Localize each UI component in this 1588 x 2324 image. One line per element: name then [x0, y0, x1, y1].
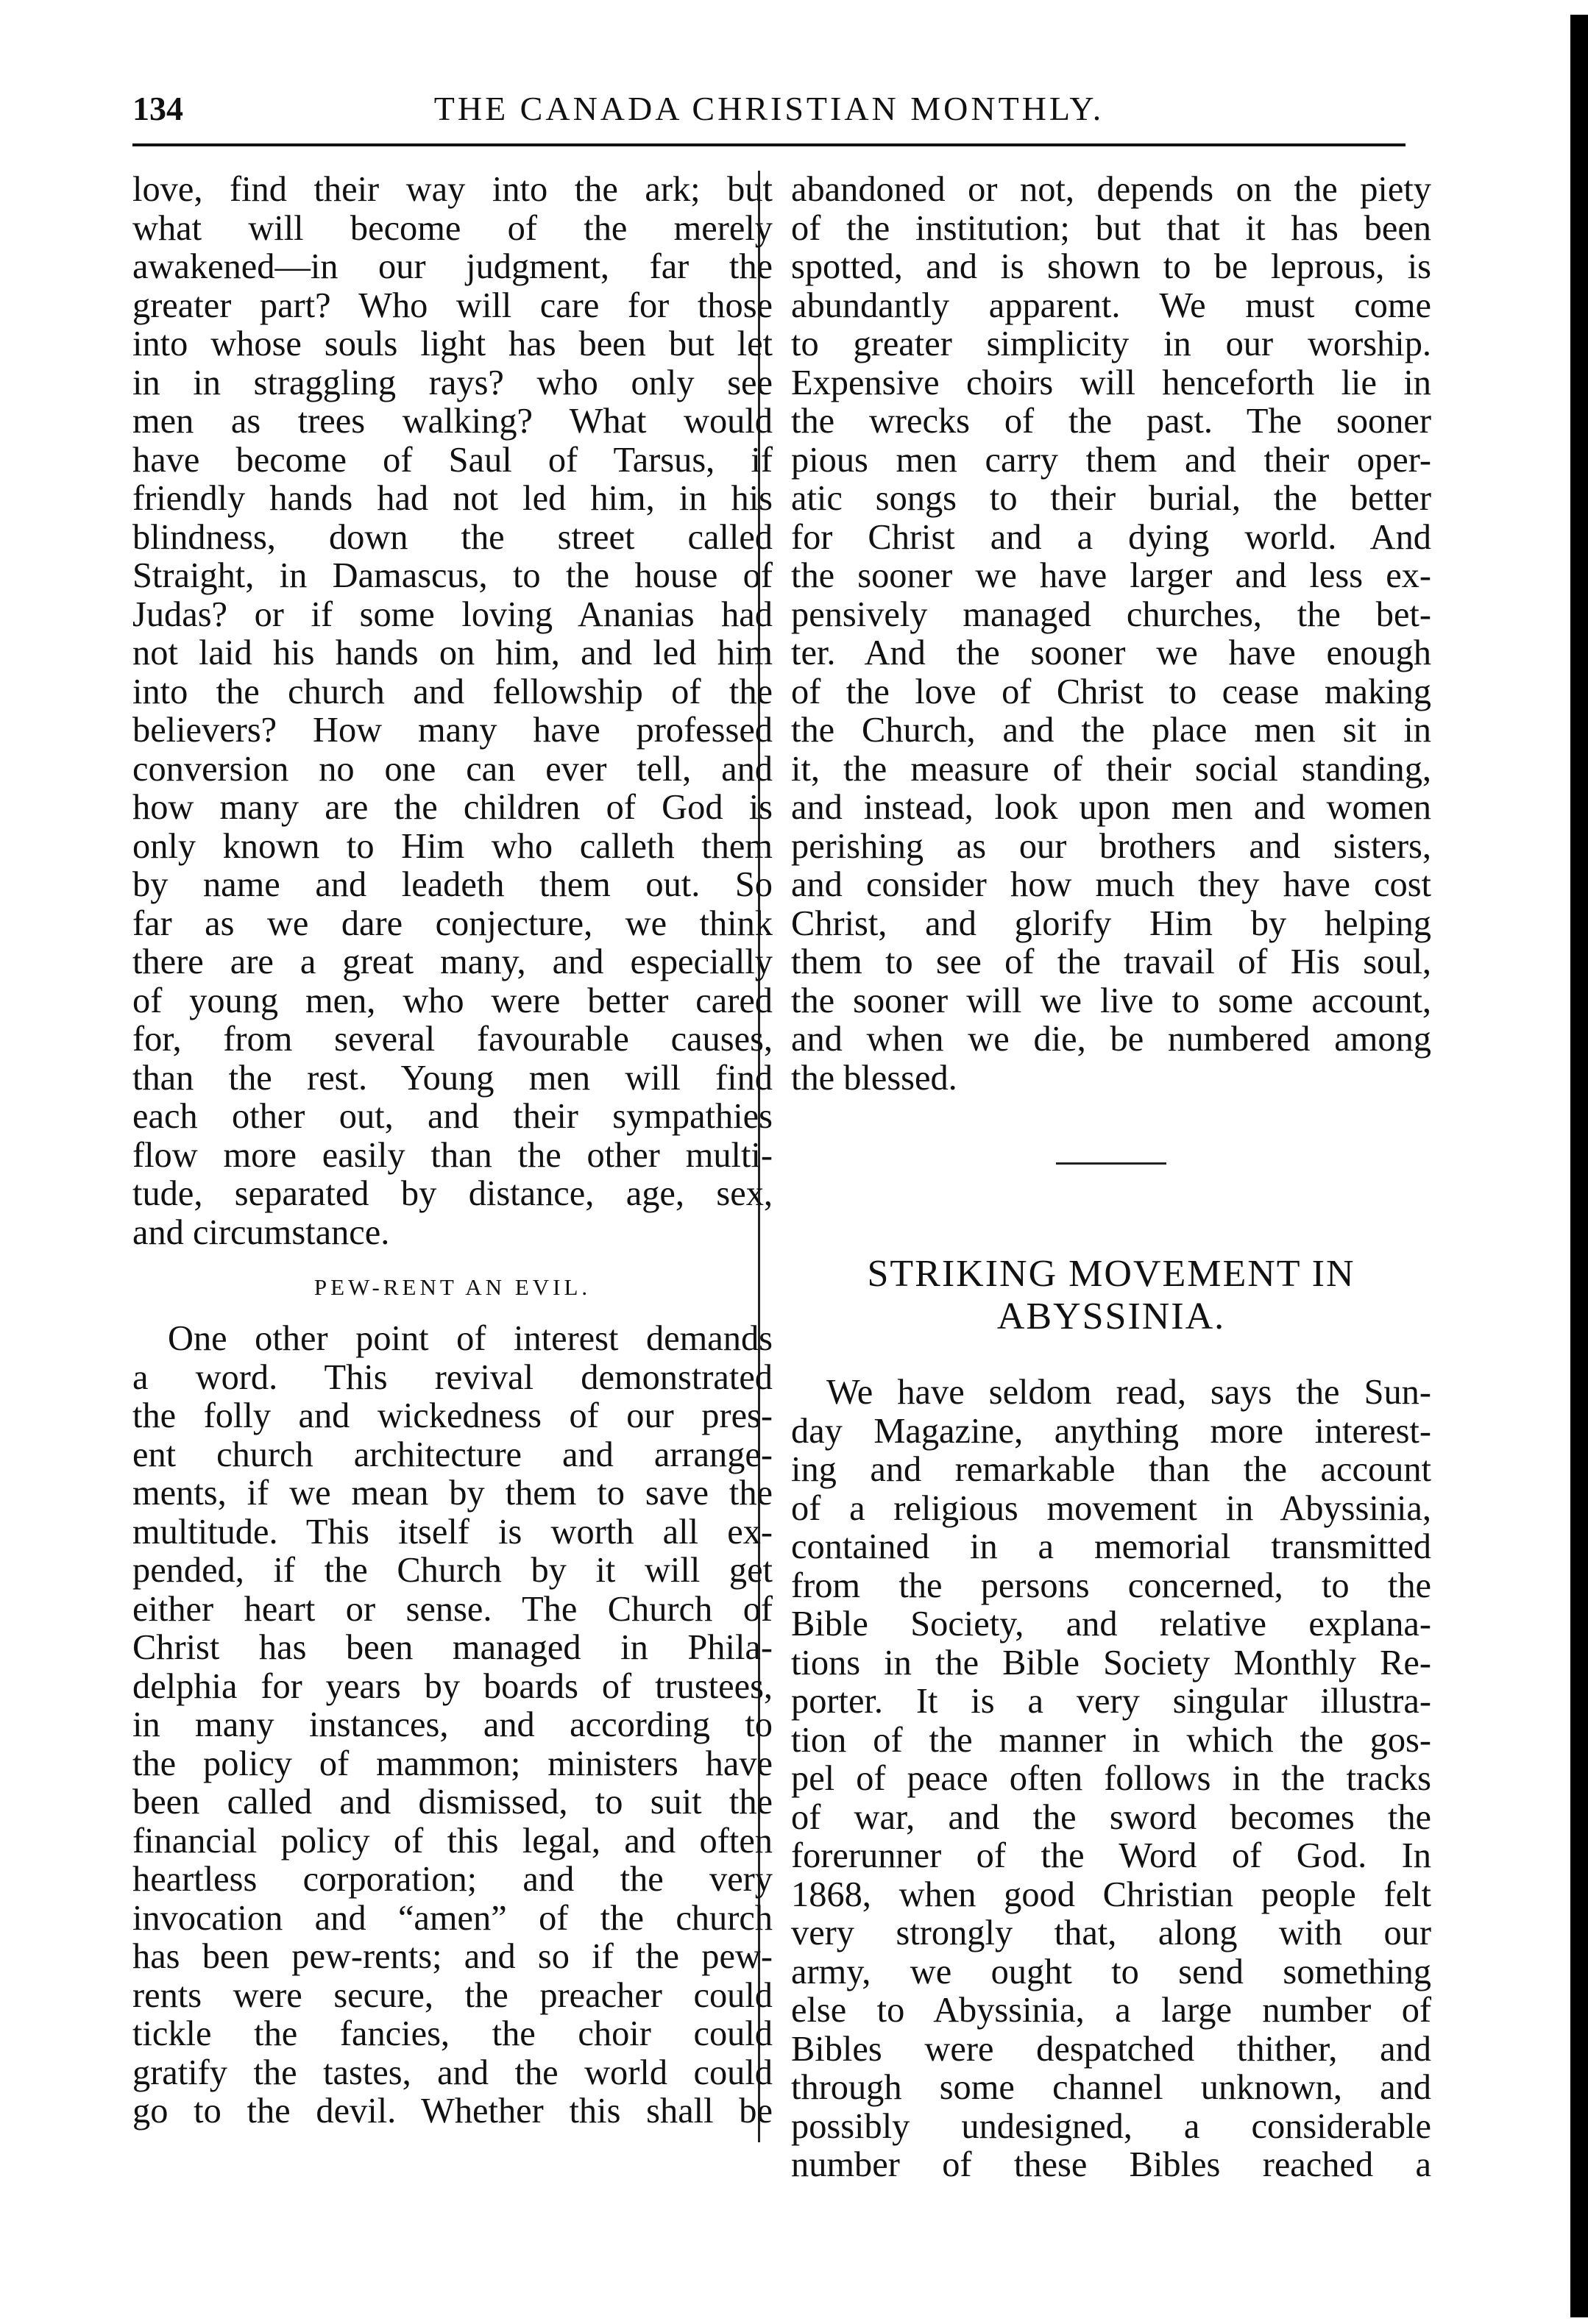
text-line: each other out, and their sympathies: [132, 1098, 773, 1136]
text-line: Judas? or if some loving Ananias had: [132, 595, 773, 634]
text-line: by name and leadeth them out. So: [132, 866, 773, 904]
text-line: Christ, and glorify Him by helping: [791, 904, 1431, 943]
text-line: We have seldom read, says the Sun-: [826, 1374, 1431, 1412]
text-line: pended, if the Church by it will get: [132, 1552, 773, 1590]
text-line: men as trees walking? What would: [132, 402, 773, 441]
text-line: for Christ and a dying world. And: [791, 518, 1431, 557]
text-line: very strongly that, along with our: [791, 1914, 1431, 1952]
text-line: friendly hands had not led him, in his: [132, 480, 773, 518]
text-line: conversion no one can ever tell, and: [132, 750, 773, 789]
right-paragraph-2: [791, 1374, 1431, 2185]
text-line: the policy of mammon; ministers have: [132, 1744, 773, 1783]
text-line: day Magazine, anything more interest-: [791, 1412, 1431, 1451]
text-line: from the persons concerned, to the: [791, 1566, 1431, 1605]
text-line: pel of peace often follows in the tracks: [791, 1760, 1431, 1798]
text-line: been called and dismissed, to suit the: [132, 1783, 773, 1822]
text-line: perishing as our brothers and sisters,: [791, 827, 1431, 866]
text-line: of a religious movement in Abyssinia,: [791, 1489, 1431, 1528]
text-line: the Church, and the place men sit in: [791, 711, 1431, 750]
text-line: the blessed.: [791, 1059, 957, 1098]
text-line: the sooner we have larger and less ex-: [791, 557, 1431, 595]
text-line: rents were secure, the preacher could: [132, 1976, 773, 2015]
text-line: awakened—in our judgment, far the: [132, 248, 773, 286]
text-line: than the rest. Young men will find: [132, 1059, 773, 1098]
text-line: financial policy of this legal, and often: [132, 1822, 773, 1861]
section-separator: [1056, 1162, 1166, 1165]
text-line: the sooner will we live to some account,: [791, 981, 1431, 1020]
text-line: One other point of interest demands: [168, 1320, 773, 1358]
text-line: Bibles were despatched thither, and: [791, 2030, 1431, 2069]
left-column: [132, 171, 773, 2131]
text-line: for, from several favourable causes,: [132, 1020, 773, 1059]
text-line: and instead, look upon men and women: [791, 789, 1431, 827]
text-line: greater part? Who will care for those: [132, 286, 773, 325]
text-line: delphia for years by boards of trustees,: [132, 1667, 773, 1706]
text-line: of war, and the sword becomes the: [791, 1798, 1431, 1837]
text-line: of the love of Christ to cease making: [791, 672, 1431, 711]
section-heading-abyssinia: [791, 1253, 1431, 1338]
text-line: tions in the Bible Society Monthly Re-: [791, 1643, 1431, 1682]
text-line: multitude. This itself is worth all ex-: [132, 1513, 773, 1552]
text-line: and consider how much they have cost: [791, 866, 1431, 904]
text-line: ter. And the sooner we have enough: [791, 634, 1431, 672]
text-line: gratify the tastes, and the world could: [132, 2053, 773, 2092]
text-line: it, the measure of their social standing,: [791, 750, 1431, 789]
text-line: abandoned or not, depends on the piety: [791, 171, 1431, 209]
text-line: ing and remarkable than the account: [791, 1451, 1431, 1489]
heading-spacer: [791, 1338, 1431, 1374]
text-line: ments, if we mean by them to save the: [132, 1474, 773, 1513]
page-edge-bar: [1570, 15, 1588, 2317]
text-line: not laid his hands on him, and led him: [132, 634, 773, 672]
text-line: a word. This revival demonstrated: [132, 1358, 773, 1397]
text-line: of the institution; but that it has been: [791, 209, 1431, 248]
text-line: there are a great many, and especially: [132, 943, 773, 981]
text-line: only known to Him who calleth them: [132, 827, 773, 866]
left-paragraph-2: [132, 1320, 773, 2131]
text-line: pensively managed churches, the bet-: [791, 595, 1431, 634]
page-number: 134: [132, 90, 183, 127]
text-line: go to the devil. Whether this shall be: [132, 2092, 773, 2131]
text-line: into the church and fellowship of the: [132, 672, 773, 711]
text-line: invocation and “amen” of the church: [132, 1899, 773, 1938]
left-paragraph-1: [132, 171, 773, 1252]
text-line: Bible Society, and relative explana-: [791, 1605, 1431, 1643]
text-line: what will become of the merely: [132, 209, 773, 248]
text-line: the wrecks of the past. The sooner: [791, 402, 1431, 441]
text-line: blindness, down the street called: [132, 518, 773, 557]
text-line: into whose souls light has been but let: [132, 325, 773, 363]
text-line: to greater simplicity in our worship.: [791, 325, 1431, 363]
text-line: heartless corporation; and the very: [132, 1861, 773, 1899]
text-line: far as we dare conjecture, we think: [132, 904, 773, 943]
running-title: THE CANADA CHRISTIAN MONTHLY.: [433, 90, 1105, 127]
page-header: [132, 85, 1406, 146]
text-line: spotted, and is shown to be leprous, is: [791, 248, 1431, 286]
text-line: tude, separated by distance, age, sex,: [132, 1175, 773, 1213]
text-line: 1868, when good Christian people felt: [791, 1875, 1431, 1914]
right-column: [791, 171, 1431, 2185]
text-line: either heart or sense. The Church of: [132, 1590, 773, 1629]
text-line: pious men carry them and their oper-: [791, 441, 1431, 480]
heading-line: STRIKING MOVEMENT IN: [867, 1253, 1355, 1295]
text-line: number of these Bibles reached a: [791, 2146, 1431, 2184]
text-line: else to Abyssinia, a large number of: [791, 1991, 1431, 2030]
text-line: the folly and wickedness of our pres-: [132, 1397, 773, 1435]
text-line: in in straggling rays? who only see: [132, 363, 773, 402]
text-line: believers? How many have professed: [132, 711, 773, 750]
text-line: love, find their way into the ark; but: [132, 171, 773, 209]
right-paragraph-1: [791, 171, 1431, 1098]
text-line: of young men, who were better cared: [132, 981, 773, 1020]
text-line: atic songs to their burial, the better: [791, 480, 1431, 518]
text-line: have become of Saul of Tarsus, if: [132, 441, 773, 480]
text-line: how many are the children of God is: [132, 789, 773, 827]
text-line: tion of the manner in which the gos-: [791, 1721, 1431, 1760]
text-line: through some channel unknown, and: [791, 2069, 1431, 2107]
text-line: abundantly apparent. We must come: [791, 286, 1431, 325]
heading-line: ABYSSINIA.: [996, 1296, 1226, 1337]
text-line: tickle the fancies, the choir could: [132, 2015, 773, 2053]
text-line: possibly undesigned, a considerable: [791, 2107, 1431, 2146]
text-line: Straight, in Damascus, to the house of: [132, 557, 773, 595]
text-line: them to see of the travail of His soul,: [791, 943, 1431, 981]
text-line: porter. It is a very singular illustra-: [791, 1682, 1431, 1721]
text-line: Expensive choirs will henceforth lie in: [791, 363, 1431, 402]
text-line: flow more easily than the other multi-: [132, 1136, 773, 1175]
text-line: forerunner of the Word of God. In: [791, 1837, 1431, 1875]
text-line: has been pew-rents; and so if the pew-: [132, 1938, 773, 1976]
text-line: and when we die, be numbered among: [791, 1020, 1431, 1059]
text-line: in many instances, and according to: [132, 1706, 773, 1744]
text-line: army, we ought to send something: [791, 1952, 1431, 1991]
text-line: Christ has been managed in Phila-: [132, 1629, 773, 1667]
section-heading-pew-rent: PEW-RENT AN EVIL.: [313, 1274, 592, 1300]
text-line: ent church architecture and arrange-: [132, 1435, 773, 1474]
text-line: contained in a memorial transmitted: [791, 1528, 1431, 1566]
text-line: and circumstance.: [132, 1213, 390, 1252]
